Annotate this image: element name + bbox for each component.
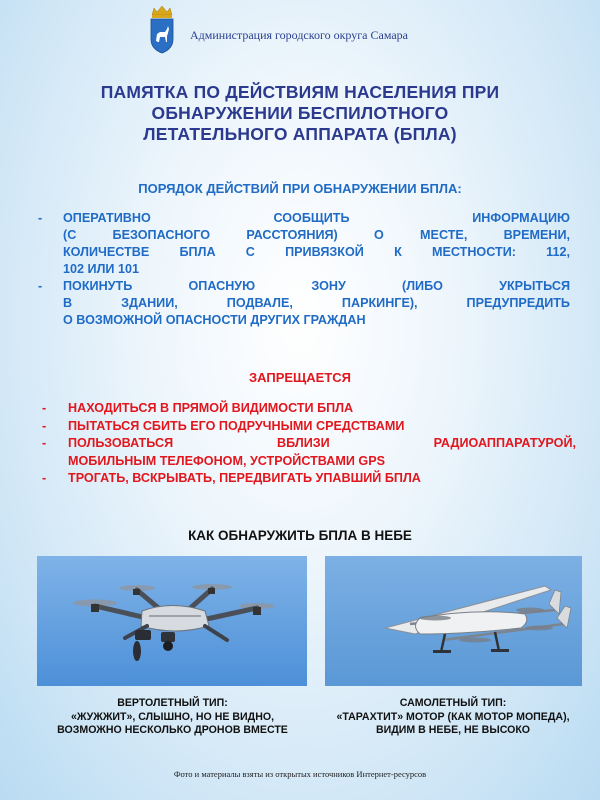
list-item bbox=[42, 418, 576, 436]
bullet-dash: - bbox=[42, 401, 47, 415]
bullet-dash: - bbox=[42, 418, 47, 433]
list-item-line: ПЫТАТЬСЯ СБИТЬ ЕГО ПОДРУЧНЫМИ СРЕДСТВАМИ bbox=[68, 418, 405, 433]
list-item-line: О ВОЗМОЖНОЙ ОПАСНОСТИ ДРУГИХ ГРАЖДАН bbox=[63, 313, 366, 327]
list-item-line: НАХОДИТЬСЯ В ПРЯМОЙ ВИДИМОСТИ БПЛА bbox=[68, 401, 354, 415]
caption-line: ВИДИМ В НЕБЕ, НЕ ВЫСОКО bbox=[375, 724, 531, 736]
list-item bbox=[42, 435, 576, 470]
detect-heading: КАК ОБНАРУЖИТЬ БПЛА В НЕБЕ bbox=[188, 528, 412, 543]
list-item-line: ПОКИНУТЬ ОПАСНУЮ ЗОНУ (ЛИБО УКРЫТЬСЯ bbox=[63, 279, 570, 293]
bullet-dash: - bbox=[42, 471, 47, 486]
list-item-line: В ЗДАНИИ, ПОДВАЛЕ, ПАРКИНГЕ), ПРЕДУПРЕДИТЬ bbox=[63, 296, 570, 310]
list-item-line: ПОЛЬЗОВАТЬСЯ ВБЛИЗИ РАДИОАППАРАТУРОЙ, bbox=[68, 436, 576, 451]
page-title bbox=[20, 82, 580, 145]
bullet-dash: - bbox=[38, 211, 43, 225]
list-item-line: ОПЕРАТИВНО СООБЩИТЬ ИНФОРМАЦИЮ bbox=[63, 211, 570, 225]
actions-list bbox=[38, 210, 570, 329]
bullet-dash: - bbox=[38, 279, 43, 293]
caption-line: «ЖУЖЖИТ», СЛЫШНО, НО НЕ ВИДНО, bbox=[70, 710, 275, 723]
helicopter-type-caption bbox=[30, 697, 315, 738]
list-item-line: 102 ИЛИ 101 bbox=[63, 262, 139, 276]
title-line: ПАМЯТКА ПО ДЕЙСТВИЯМ НАСЕЛЕНИЯ ПРИ bbox=[100, 82, 500, 102]
fixed-wing-drone-icon bbox=[325, 556, 582, 686]
list-item bbox=[38, 210, 570, 278]
forbidden-list bbox=[42, 400, 576, 488]
footer-note: Фото и материалы взяты из открытых источников Интернет-ресурсов bbox=[173, 769, 427, 779]
title-line: ОБНАРУЖЕНИИ БЕСПИЛОТНОГО bbox=[151, 103, 449, 123]
title-line: ЛЕТАТЕЛЬНОГО АППАРАТА (БПЛА) bbox=[143, 124, 457, 144]
list-item-line: (С БЕЗОПАСНОГО РАССТОЯНИЯ) О МЕСТЕ, ВРЕМЕНИ, bbox=[63, 228, 570, 242]
forbidden-heading: ЗАПРЕЩАЕТСЯ bbox=[248, 370, 352, 385]
actions-heading: ПОРЯДОК ДЕЙСТВИЙ ПРИ ОБНАРУЖЕНИИ БПЛА: bbox=[138, 181, 462, 196]
list-item bbox=[42, 400, 576, 418]
list-item bbox=[38, 278, 570, 329]
fixed-wing-drone-photo bbox=[325, 556, 582, 686]
caption-line: ВОЗМОЖНО НЕСКОЛЬКО ДРОНОВ ВМЕСТЕ bbox=[57, 724, 288, 736]
list-item-line: ТРОГАТЬ, ВСКРЫВАТЬ, ПЕРЕДВИГАТЬ УПАВШИЙ БПЛА bbox=[68, 471, 421, 486]
header bbox=[0, 0, 600, 62]
caption-line: «ТАРАХТИТ» МОТОР (КАК МОТОР МОПЕДА), bbox=[336, 710, 570, 723]
samara-coat-of-arms-icon bbox=[148, 5, 176, 55]
administration-label: Администрация городского округа Самара bbox=[190, 28, 409, 42]
list-item bbox=[42, 470, 576, 488]
bullet-dash: - bbox=[42, 436, 47, 451]
caption-line: ВЕРТОЛЕТНЫЙ ТИП: bbox=[117, 697, 228, 709]
list-item-line: МОБИЛЬНЫМ ТЕЛЕФОНОМ, УСТРОЙСТВАМИ GPS bbox=[68, 453, 386, 468]
quadcopter-drone-photo bbox=[37, 556, 307, 686]
caption-line: САМОЛЕТНЫЙ ТИП: bbox=[399, 697, 507, 709]
list-item-line: КОЛИЧЕСТВЕ БПЛА С ПРИВЯЗКОЙ К МЕСТНОСТИ: 112, bbox=[63, 245, 570, 259]
quadcopter-drone-icon bbox=[37, 556, 307, 686]
airplane-type-caption bbox=[312, 697, 594, 738]
